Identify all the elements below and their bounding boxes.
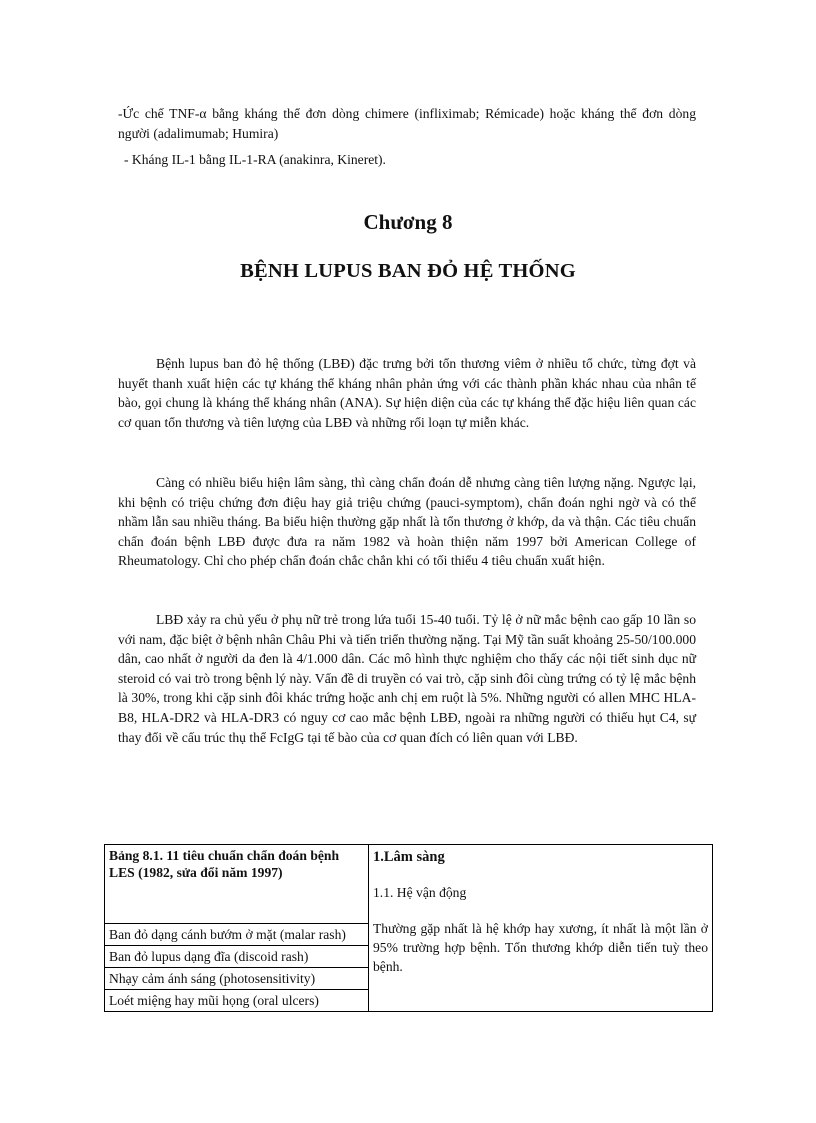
intro-line-1: -Ức chế TNF-α bằng kháng thể đơn dòng chimere (infliximab; Rémicade) hoặc kháng thể đơn dòng người (adalimumab; Humira) <box>118 106 696 141</box>
clinical-body: Thường gặp nhất là hệ khớp hay xương, ít nhất là một lần ở 95% trường hợp bệnh. Tổn thương khớp diễn tiến tuỳ theo bệnh. <box>373 921 708 974</box>
criterion-cell: Loét miệng hay mũi họng (oral ulcers) <box>105 990 369 1012</box>
paragraph-2: Càng có nhiều biểu hiện lâm sàng, thì càng chẩn đoán dễ nhưng càng tiên lượng nặng. Ngược lại, khi bệnh có triệu chứng đơn điệu hay giả triệu chứng (pauci-symptom), chẩn đoán nghi ngờ và có thể nhầm lẫn sau nhiều tháng. Ba biểu hiện thường gặp nhất là tổn thương ở khớp, da và thận. Các tiêu chuẩn chẩn đoán bệnh LBĐ được đưa ra năm 1982 và hoàn thiện năm 1997 bởi American College of Rheumatology. Chỉ cho phép chẩn đoán chắc chắn khi có tối thiểu 4 tiêu chuẩn xuất hiện. <box>118 475 696 569</box>
criteria-table <box>104 844 713 1012</box>
chapter-title: BỆNH LUPUS BAN ĐỎ HỆ THỐNG <box>240 260 576 282</box>
paragraph-3: LBĐ xảy ra chủ yếu ở phụ nữ trẻ trong lứa tuổi 15-40 tuổi. Tỷ lệ ở nữ mắc bệnh cao gấp 10 lần so với nam, đặc biệt ở bệnh nhân Châu Phi và tiến triển thường nặng. Tại Mỹ tần suất khoảng 25-50/100.000 dân, cao nhất ở người da đen là 4/1.000 dân. Các mô hình thực nghiệm cho thấy các nội tiết sinh dục nữ steroid có vai trò trong bệnh lý này. Vấn đề di truyền có vai trò, cặp sinh đôi cùng trứng có tỷ lệ mắc bệnh là 30%, trong khi cặp sinh đôi khác trứng hoặc anh chị em ruột là 5%. Những người có allen MHC HLA-B8, HLA-DR2 và HLA-DR3 có nguy cơ cao mắc bệnh LBĐ, ngoài ra những người có thiếu hụt C4, sự thay đổi về cấu trúc thụ thể FcIgG tại tế bào của cơ quan đích có liên quan với LBĐ. <box>118 612 696 745</box>
clinical-heading: 1.Lâm sàng <box>373 849 445 865</box>
clinical-subheading: 1.1. Hệ vận động <box>373 885 467 900</box>
table-caption: Bảng 8.1. 11 tiêu chuẩn chẩn đoán bệnh LES (1982, sửa đổi năm 1997) <box>105 845 369 924</box>
intro-line-2: - Kháng IL-1 bằng IL-1-RA (anakinra, Kineret). <box>124 152 386 167</box>
chapter-heading: Chương 8 <box>363 210 453 234</box>
criterion-cell: Nhạy cảm ánh sáng (photosensitivity) <box>105 968 369 990</box>
criterion-cell: Ban đỏ dạng cánh bướm ở mặt (malar rash) <box>105 924 369 946</box>
paragraph-1: Bệnh lupus ban đỏ hệ thống (LBĐ) đặc trưng bởi tổn thương viêm ở nhiều tổ chức, từng đợt và huyết thanh xuất hiện các tự kháng thể kháng nhân phản ứng với các thành phần khác nhau của nhân tế bào, gọi chung là kháng thể kháng nhân (ANA). Sự hiện diện của các tự kháng thể đặc hiệu liên quan các cơ quan tổn thương và tiên lượng của LBĐ và những rối loạn tự miễn khác. <box>118 356 696 430</box>
criterion-cell: Ban đỏ lupus dạng đĩa (discoid rash) <box>105 946 369 968</box>
clinical-cell <box>369 845 713 1012</box>
